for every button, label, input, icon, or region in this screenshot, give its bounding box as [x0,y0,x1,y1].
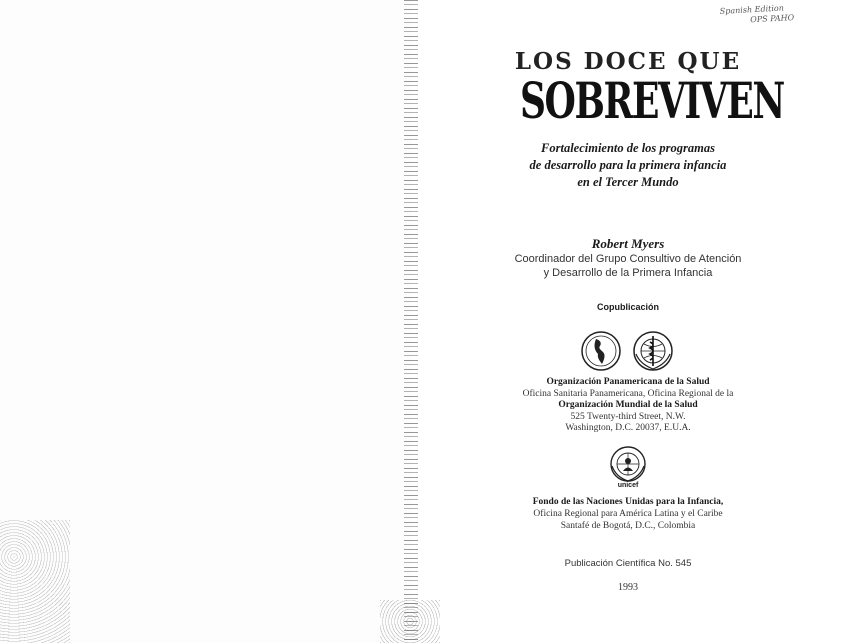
publication-year: 1993 [618,582,638,593]
who-name: Organización Mundial de la Salud [558,400,698,410]
paho-address: Washington, D.C. 20037, E.U.A. [565,423,691,433]
subtitle-line: de desarrollo para la primera infancia [529,158,727,172]
paho-block [458,377,798,435]
book-subtitle [478,140,778,191]
unicef-line: Santafé de Bogotá, D.C., Colombia [560,521,696,531]
author-role: Coordinador del Grupo Consultivo de Atención [514,253,742,265]
handwritten-line: OPS PAHO [750,13,795,25]
title-line-1: LOS DOCE QUE [514,48,742,75]
unicef-name: Fondo de las Naciones Unidas para la Infancia, [532,497,724,507]
handwritten-line: Spanish Edition [719,3,785,16]
title-line-2: SOBREVIVEN [520,71,784,130]
unicef-emblem-icon [608,444,648,484]
title-page [418,0,848,643]
book-title [478,48,784,130]
scan-noise [0,520,70,643]
author-block [458,236,798,280]
left-page-blank [0,0,412,643]
paho-name: Organización Panamericana de la Salud [546,377,710,387]
publication-number: Publicación Científica No. 545 [564,558,692,569]
copublication-label: Copublicación [596,302,659,312]
book-gutter [404,0,418,643]
paho-address: 525 Twenty-third Street, N.W. [570,411,686,422]
handwritten-note [720,1,831,27]
who-emblem-icon [632,330,674,372]
unicef-block [458,496,798,532]
author-name: Robert Myers [591,236,665,251]
unicef-line: Oficina Regional para América Latina y el Caribe [533,509,723,519]
subtitle-line: en el Tercer Mundo [577,175,679,189]
emblems [580,330,680,374]
author-role: y Desarrollo de la Primera Infancia [543,267,713,279]
unicef-label: unicef [617,482,639,489]
paho-line: Oficina Sanitaria Panamericana, Oficina Regional de la [522,388,734,399]
subtitle-line: Fortalecimiento de los programas [541,141,715,155]
americas-globe-icon [580,330,622,372]
